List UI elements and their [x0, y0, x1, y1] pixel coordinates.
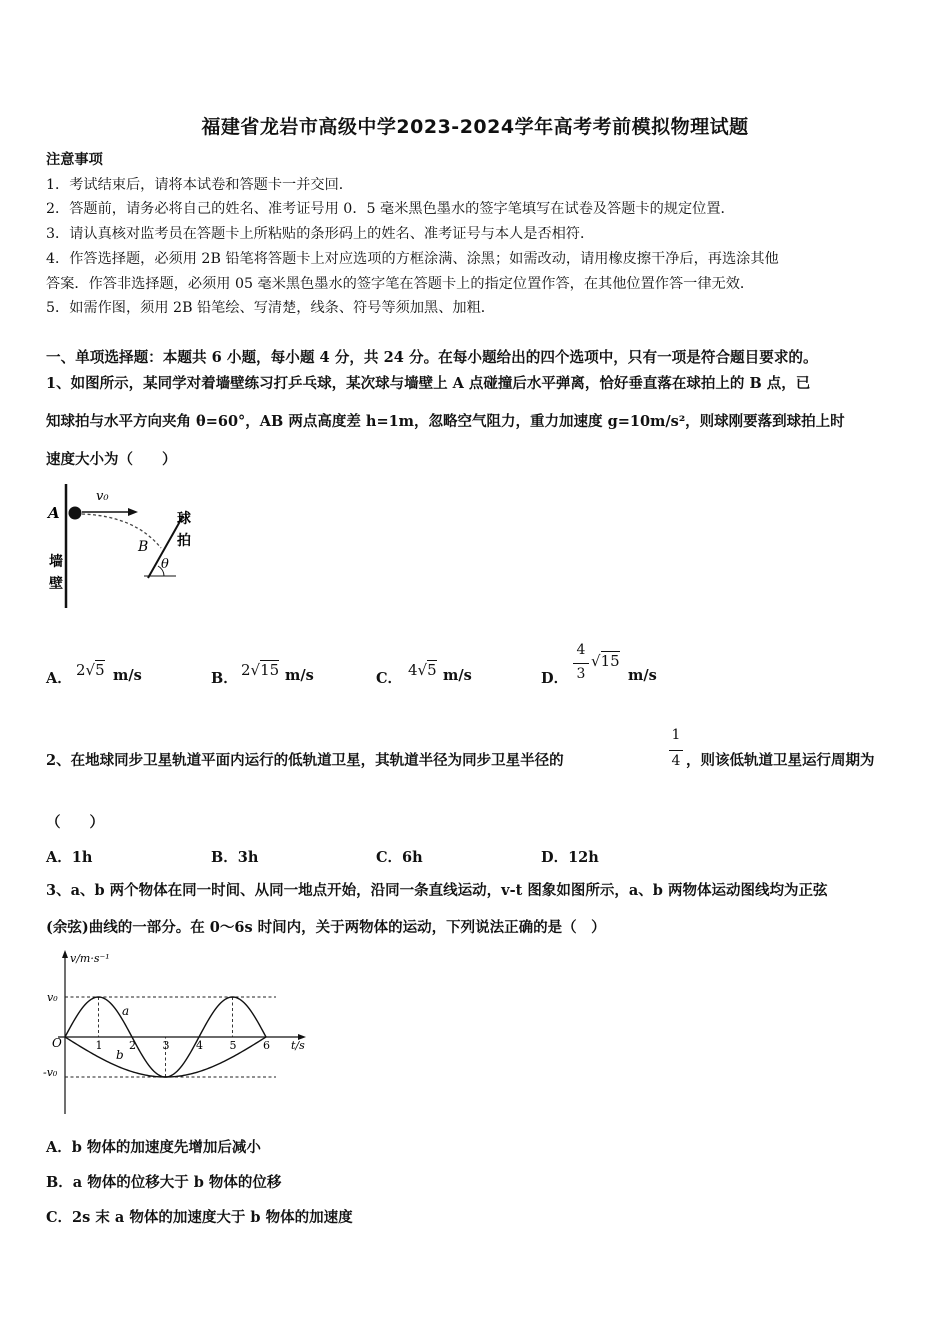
q2-option-a[interactable]: A．1h	[46, 849, 93, 866]
q3-vt-graph	[40, 946, 320, 1116]
notice-item: 3．请认真核对监考员在答题卡上所粘贴的条形码上的姓名、准考证号与本人是否相符．	[46, 226, 595, 242]
notice-item: 答案．作答非选择题，必须用 05 毫米黑色墨水的签字笔在答题卡上的指定位置作答，在其他位置作答一律无效．	[46, 276, 755, 292]
fraction-bar	[573, 663, 589, 664]
fraction-denominator: 3	[576, 666, 586, 682]
q1-option-a[interactable]	[46, 667, 72, 688]
notice-item: 4．作答选择题，必须用 2B 铅笔将答题卡上对应选项的方框涂满、涂黑；如需改动，请用橡皮擦干净后，再选涂其他	[46, 251, 779, 267]
section-heading: 一、单项选择题：本题共 6 小题，每小题 4 分，共 24 分。在每小题给出的四个选项中，只有一项是符合题目要求的。	[46, 349, 818, 366]
coefficient: 2	[76, 661, 86, 679]
question-3-line: (余弦)曲线的一部分。在 0～6s 时间内，关于两物体的运动，下列说法正确的是（ ）	[46, 919, 606, 936]
notice-item: 5．如需作图，须用 2B 铅笔绘、写清楚，线条、符号等须加黑、加粗．	[46, 300, 495, 316]
label-a: A	[48, 504, 60, 522]
page-title: 福建省龙岩市高级中学2023-2024学年高考考前模拟物理试题	[201, 116, 749, 138]
sqrt-icon: √	[417, 661, 428, 679]
q1-option-unit: m/s	[285, 667, 314, 684]
option-letter: C．	[376, 670, 403, 687]
label-v0: v₀	[96, 489, 109, 504]
radicand: 15	[600, 652, 620, 670]
q2-option-d[interactable]: D．12h	[541, 849, 599, 866]
origin-label: O	[52, 1036, 62, 1050]
q1-option-unit: m/s	[628, 667, 657, 684]
notice-item: 1．考试结束后，请将本试卷和答题卡一并交回．	[46, 177, 353, 193]
q1-option-a-value	[76, 661, 105, 679]
sqrt-icon: √	[85, 661, 96, 679]
trajectory	[82, 514, 161, 548]
question-1-line: 知球拍与水平方向夹角 θ=60°，AB 两点高度差 h=1m，忽略空气阻力，重力加速度 g=10m/s²，则球刚要落到球拍上时	[46, 413, 845, 430]
fraction-bar	[669, 750, 683, 751]
q2-option-b[interactable]: B．3h	[211, 849, 259, 866]
question-2-line: 2、在地球同步卫星轨道平面内运行的低轨道卫星，其轨道半径为同步卫星半径的	[46, 752, 564, 769]
label-theta: θ	[161, 557, 169, 572]
radicand: 5	[427, 661, 437, 679]
label-racket: 拍	[177, 533, 191, 549]
q1-option-unit: m/s	[113, 667, 142, 684]
label-racket: 球	[177, 511, 191, 527]
notice-heading: 注意事项	[46, 152, 103, 168]
label-wall: 墙	[49, 554, 63, 570]
q2-option-c[interactable]: C．6h	[376, 849, 423, 866]
question-1-line: 1、如图所示，某同学对着墙壁练习打乒乓球，某次球与墙壁上 A 点碰撞后水平弹离，恰好垂直落在球拍上的 B 点，已	[46, 375, 811, 392]
question-3-line: 3、a、b 两个物体在同一时间、从同一地点开始，沿同一条直线运动，v-t 图象如图所示，a、b 两物体运动图线均为正弦	[46, 882, 828, 899]
x-tick-label: 1	[95, 1039, 103, 1052]
question-1-line: 速度大小为（ ）	[46, 451, 177, 468]
x-tick-label: 5	[229, 1039, 237, 1052]
y-axis-arrowhead	[62, 950, 68, 958]
fraction-denominator: 4	[671, 753, 681, 769]
x-tick-label: 4	[196, 1039, 203, 1052]
q1-option-unit: m/s	[443, 667, 472, 684]
q1-option-c[interactable]	[376, 667, 402, 688]
fraction-numerator: 4	[576, 642, 586, 658]
q1-option-d[interactable]	[541, 667, 568, 688]
question-2-line: ，则该低轨道卫星运行周期为	[686, 752, 875, 769]
q1-option-b[interactable]	[211, 667, 238, 688]
q1-option-c-value	[408, 661, 437, 679]
label-b: B	[138, 539, 149, 555]
q1-option-b-value	[241, 661, 279, 679]
x-tick-label: 2	[129, 1039, 136, 1052]
option-letter: D．	[541, 670, 569, 687]
option-letter: B．	[211, 670, 238, 687]
notice-item: 2．答题前，请务必将自己的姓名、准考证号用 0．5 毫米黑色墨水的签字笔填写在试卷及答题卡的规定位置．	[46, 201, 735, 217]
curve-a-label: a	[122, 1004, 130, 1018]
label-wall: 壁	[49, 576, 63, 592]
x-tick-label: 3	[162, 1039, 170, 1052]
option-letter: A．	[46, 670, 72, 687]
q3-option-c[interactable]: C．2s 末 a 物体的加速度大于 b 物体的加速度	[46, 1209, 353, 1226]
q1-figure	[40, 478, 210, 613]
sqrt-icon: √	[250, 661, 261, 679]
ball	[69, 507, 82, 520]
radicand: 15	[260, 661, 280, 679]
velocity-arrowhead	[128, 508, 138, 516]
sqrt-icon: √	[591, 652, 601, 670]
x-tick-label: 6	[263, 1039, 270, 1052]
question-2-paren: （ ）	[46, 814, 104, 831]
v0-label: v₀	[47, 991, 58, 1004]
neg-v0-label: -v₀	[43, 1066, 58, 1079]
q1-option-d-value	[591, 652, 620, 670]
curve-b-label: b	[116, 1048, 124, 1062]
coefficient: 2	[241, 661, 251, 679]
fraction-numerator: 1	[671, 727, 681, 743]
x-axis-label: t/s	[291, 1039, 305, 1052]
q3-option-b[interactable]: B．a 物体的位移大于 b 物体的位移	[46, 1174, 282, 1191]
y-axis-label: v/m·s⁻¹	[70, 952, 110, 965]
coefficient: 4	[408, 661, 418, 679]
radicand: 5	[95, 661, 105, 679]
q3-option-a[interactable]: A．b 物体的加速度先增加后减小	[46, 1139, 261, 1156]
